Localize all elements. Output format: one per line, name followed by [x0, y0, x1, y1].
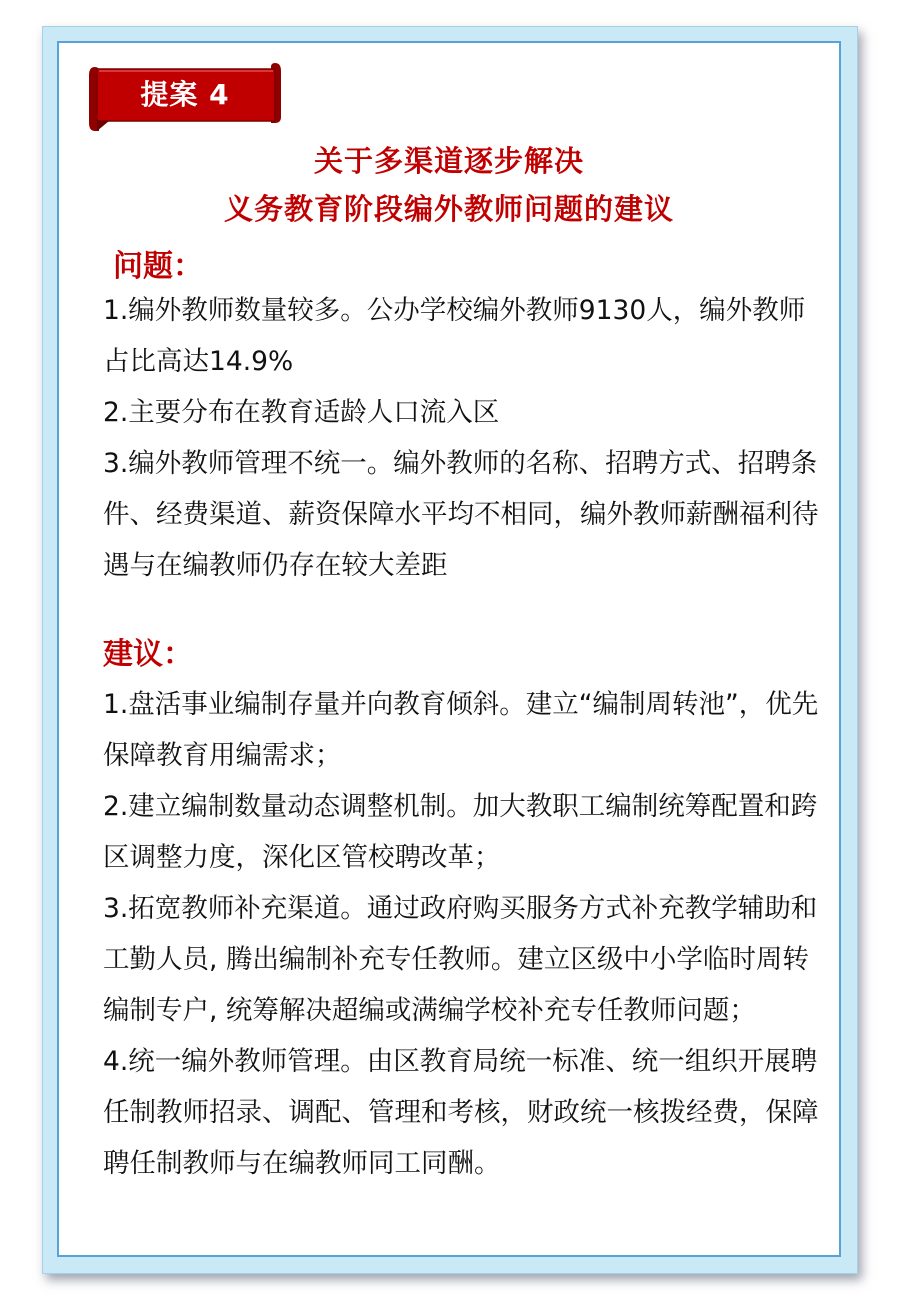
problem-item: 3.编外教师管理不统一。编外教师的名称、招聘方式、招聘条件、经费渠道、薪资保障水平均不相同，编外教师薪酬福利待遇与在编教师仍存在较大差距: [103, 448, 819, 581]
problems-list: [103, 285, 823, 591]
suggestion-item: 4.统一编外教师管理。由区教育局统一标准、统一组织开展聘任制教师招录、调配、管理和考核，财政统一核拨经费，保障聘任制教师与在编教师同工同酬。: [103, 1046, 819, 1179]
proposal-banner: [89, 61, 281, 137]
suggestions-heading: 建议：: [103, 637, 193, 672]
problem-item: 2.主要分布在教育适龄人口流入区: [103, 397, 500, 428]
suggestion-item: 3.拓宽教师补充渠道。通过政府购买服务方式补充教学辅助和工勤人员, 腾出编制补充专任教师。建立区级中小学临时周转编制专户, 统筹解决超编或满编学校补充专任教师问题；: [103, 893, 818, 1026]
title-line-2: 义务教育阶段编外教师问题的建议: [223, 192, 674, 226]
title-line-1: 关于多渠道逐步解决: [313, 144, 584, 178]
card-content: [57, 41, 841, 1257]
suggestion-item: 2.建立编制数量动态调整机制。加大教职工编制统筹配置和跨区调整力度，深化区管校聘改革；: [103, 791, 818, 873]
suggestion-item: 1.盘活事业编制存量并向教育倾斜。建立“编制周转池”，优先保障教育用编需求；: [103, 689, 819, 771]
problem-item: 1.编外教师数量较多。公办学校编外教师9130人，编外教师占比高达14.9%: [103, 295, 806, 377]
card-frame: [42, 26, 858, 1274]
problems-heading: 问题：: [113, 249, 203, 284]
suggestions-list: [103, 679, 823, 1189]
banner-label: 提案 4: [140, 78, 230, 111]
